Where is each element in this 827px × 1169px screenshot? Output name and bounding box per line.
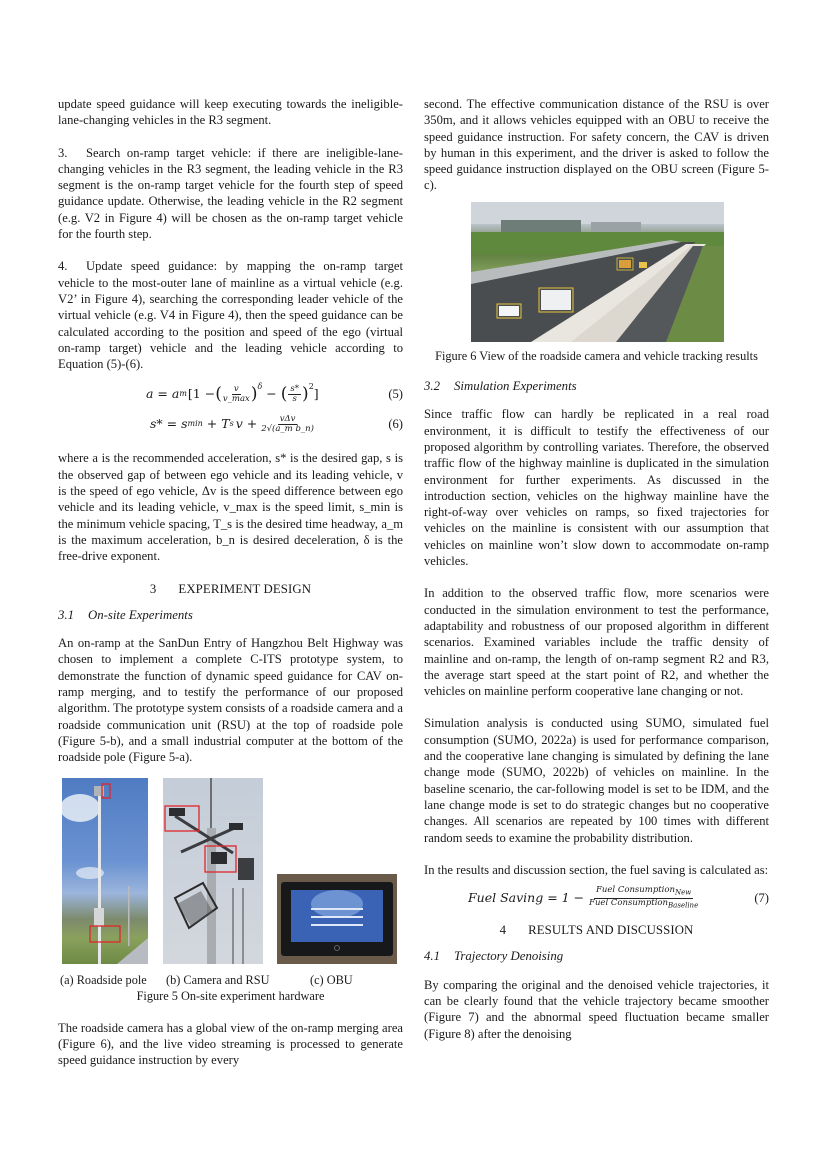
figure-5a-label: (a) Roadside pole [60, 972, 147, 987]
paragraph-continued-right: second. The effective communication distance of the RSU is over 350m, and it allows vehicles equipped with an OBU to receive the speed guidance instruction. For safety concern, the CAV is driven by human in this experiment, and the driver is asked to follow the speed guidance instruction displayed on the OBU screen (Figure 5-c). [424, 97, 769, 193]
camera-rsu-photo [163, 778, 263, 964]
eq6-number: (6) [388, 417, 403, 432]
eq5-frac2-den: s [292, 393, 297, 404]
subsection-4-1-title: Trajectory Denoising [454, 949, 564, 964]
obu-illustration [277, 874, 397, 964]
equation-7 [424, 884, 769, 918]
eq5-bracket-close: ] [313, 386, 319, 402]
section-4-heading [424, 922, 769, 938]
subsection-3-1-number: 3.1 [58, 607, 74, 622]
subsection-3-2-title: Simulation Experiments [454, 379, 577, 394]
eq5-paren: ) [250, 383, 258, 404]
section-4-number: 4 [499, 923, 507, 938]
simulation-paragraph-1: Since traffic flow can hardly be replicated in a real road environment, it is difficult to testify the effectiveness of our proposed algorithm by controlling variates. Therefore, the observed traffic flow of the highway mainline is duplicated in the simulation environment for further experiments. As discussed in the introduction section, vehicles on the highway mainline have the right-of-way over vehicles on ramps, so fixed trajectories for vehicles on the mainline is consistent with our assumption that vehicles on mainline won’t slow down to accommodate on-ramp vehicles. [424, 407, 769, 569]
subsection-3-2-heading [424, 378, 769, 394]
eq6-sub-s: s [229, 419, 234, 429]
variable-definitions-paragraph: where a is the recommended acceleration, s* is the desired gap, s is the observed gap of between ego vehicle and its leading vehicle, v is the speed of ego vehicle, Δv is the speed difference between ego vehicle and its leading vehicle, v_max is the speed limit, s_min is the minimum vehicle spacing, T_s is the desired time headway, a_m is the maximum acceleration, b_n is desired deceleration, δ is the free-drive exponent. [58, 451, 403, 564]
eq7-den-sub: Baseline [668, 901, 699, 910]
eq6-sub-min: min [187, 419, 203, 429]
roadside-camera-view-illustration [471, 202, 724, 342]
fuel-saving-intro: In the results and discussion section, the fuel saving is calculated as: [424, 862, 769, 877]
eq5-number: (5) [388, 387, 403, 402]
section-3-title: EXPERIMENT DESIGN [178, 581, 312, 596]
roadside-pole-photo [62, 778, 148, 964]
figure-5b-label: (b) Camera and RSU [166, 972, 270, 987]
eq6-frac-num: vΔv [279, 413, 296, 424]
figure-5c-label: (c) OBU [310, 972, 353, 987]
subsection-3-1-heading [58, 607, 403, 623]
eq5-frac2-num: s* [290, 383, 300, 394]
equation-6 [58, 412, 403, 436]
step-3-number: 3. [58, 145, 68, 160]
section-3-number: 3 [149, 581, 157, 596]
eq6-mid2: v + [235, 416, 258, 432]
eq5-lhs: a = a [146, 386, 180, 402]
eq5-fraction-2 [288, 385, 301, 404]
eq6-mid: + T [206, 416, 230, 432]
right-column [424, 96, 769, 1058]
figure-6-image [471, 202, 724, 342]
subsection-4-1-heading [424, 948, 769, 964]
roadside-camera-paragraph: The roadside camera has a global view of the on-ramp merging area (Figure 6), and the live video streaming is processed to generate speed guidance instruction by every [58, 1020, 403, 1068]
eq5-paren: ( [280, 383, 288, 404]
onsite-experiments-paragraph: An on-ramp at the SanDun Entry of Hangzhou Belt Highway was chosen to implement a complete C-ITS prototype system, to demonstrate the function of dynamic speed guidance for CAV on-ramp merging, and to testify the performance of our proposed algorithm. The prototype system consists of a roadside camera and a roadside communication unit (RSU) at the top of roadside pole (Figure 5-b), and a small industrial computer at the bottom of the roadside pole (Figure 5-a). [58, 636, 403, 765]
eq5-minus: − [266, 386, 277, 402]
step-3-paragraph [58, 145, 403, 243]
eq6-frac-den: 2√(a_m b_n) [261, 423, 314, 434]
eq7-number: (7) [754, 891, 769, 906]
step-4-number: 4. [58, 259, 68, 274]
eq7-den-text: Fuel Consumption [589, 897, 669, 908]
trajectory-denoising-paragraph: By comparing the original and the denoised vehicle trajectories, it can be clearly found that the vehicle trajectory became smoother (Figure 7) and the abnormal speed fluctuation became smaller (Figure 8) after the denoising [424, 977, 769, 1041]
simulation-paragraph-3: Simulation analysis is conducted using SUMO, simulated fuel consumption (SUMO, 2022a) is used for performance comparison, and the cooperative lane changing is simulated by defining the lane change mode (SUMO, 2022b) of vehicles on mainline. In the baseline scenario, the car-following model is set to be IDM, and the lane change mode is set to do strategic changes but no cooperative changes. All scenarios are repeated by 100 times with different random seeds to examine the probability distribution. [424, 716, 769, 845]
roadside-pole-illustration [62, 778, 148, 964]
section-4-title: RESULTS AND DISCUSSION [528, 923, 694, 938]
eq5-exp-delta: δ [257, 382, 263, 392]
eq5-paren: ) [302, 383, 309, 404]
eq6-fraction [261, 415, 314, 434]
eq7-lhs: Fuel Saving = 1 − [468, 890, 585, 906]
subsection-3-1-title: On-site Experiments [88, 607, 193, 622]
eq5-sub-m: m [179, 389, 187, 399]
figure-6-caption: Figure 6 View of the roadside camera and vehicle tracking results [435, 348, 758, 363]
eq5-fraction-1 [223, 385, 250, 404]
eq7-num-sub: New [674, 888, 692, 897]
section-3-heading [58, 581, 403, 597]
paragraph-continued: update speed guidance will keep executing towards the ineligible-lane-changing vehicles in the R3 segment. [58, 97, 403, 128]
eq7-num-text: Fuel Consumption [596, 885, 675, 896]
eq5-exp-2: 2 [308, 382, 314, 392]
eq5-frac1-den: v_max [222, 393, 250, 404]
eq5-frac1-num: v [233, 383, 239, 394]
figure-5-caption: Figure 5 On-site experiment hardware [136, 988, 325, 1003]
eq7-denominator [589, 899, 698, 911]
eq7-fraction [589, 886, 698, 910]
step-4-paragraph [58, 258, 403, 372]
camera-rsu-illustration [163, 778, 263, 964]
left-column [58, 96, 403, 1085]
subsection-3-2-number: 3.2 [424, 379, 440, 394]
eq6-lhs: s* = s [150, 416, 188, 432]
eq5-bracket-open: [1 − [187, 386, 216, 402]
step-3-text: Search on-ramp target vehicle: if there are ineligible-lane-changing vehicles in the R3 segment, the leading vehicle in the R3 segment is the on-ramp target vehicle for the fourth step of speed guidance update. Otherwise, the leading vehicle in the R2 segment (e.g. V2 in Figure 4) will be chosen as the on-ramp target vehicle for the fourth step. [58, 145, 403, 242]
equation-5 [58, 382, 403, 406]
subsection-4-1-number: 4.1 [424, 949, 440, 964]
eq5-paren: ( [215, 383, 222, 404]
obu-photo [277, 874, 397, 964]
simulation-paragraph-2: In addition to the observed traffic flow, more scenarios were conducted in the simulation environment to test the performance, adaptability and robustness of our proposed algorithm in different scenarios. Examined variables include the traffic density of mainline and on-ramp, the length of on-ramp segment R2 and R3, the average start speed at the start point of R2, and whether the vehicles on mainline perform cooperative lane changing or not. [424, 586, 769, 699]
step-4-text: Update speed guidance: by mapping the on-ramp target vehicle to the most-outer lane of mainline as a virtual vehicle (e.g. V2’ in Figure 4), searching the corresponding leader vehicle of the virtual vehicle (e.g. V4 in Figure 4), then the speed guidance can be calculated according to the position and speed of the ego (virtual on-ramp target) vehicle and the leading vehicle according to Equation (5)-(6). [58, 259, 403, 372]
figure-5 [58, 778, 403, 987]
